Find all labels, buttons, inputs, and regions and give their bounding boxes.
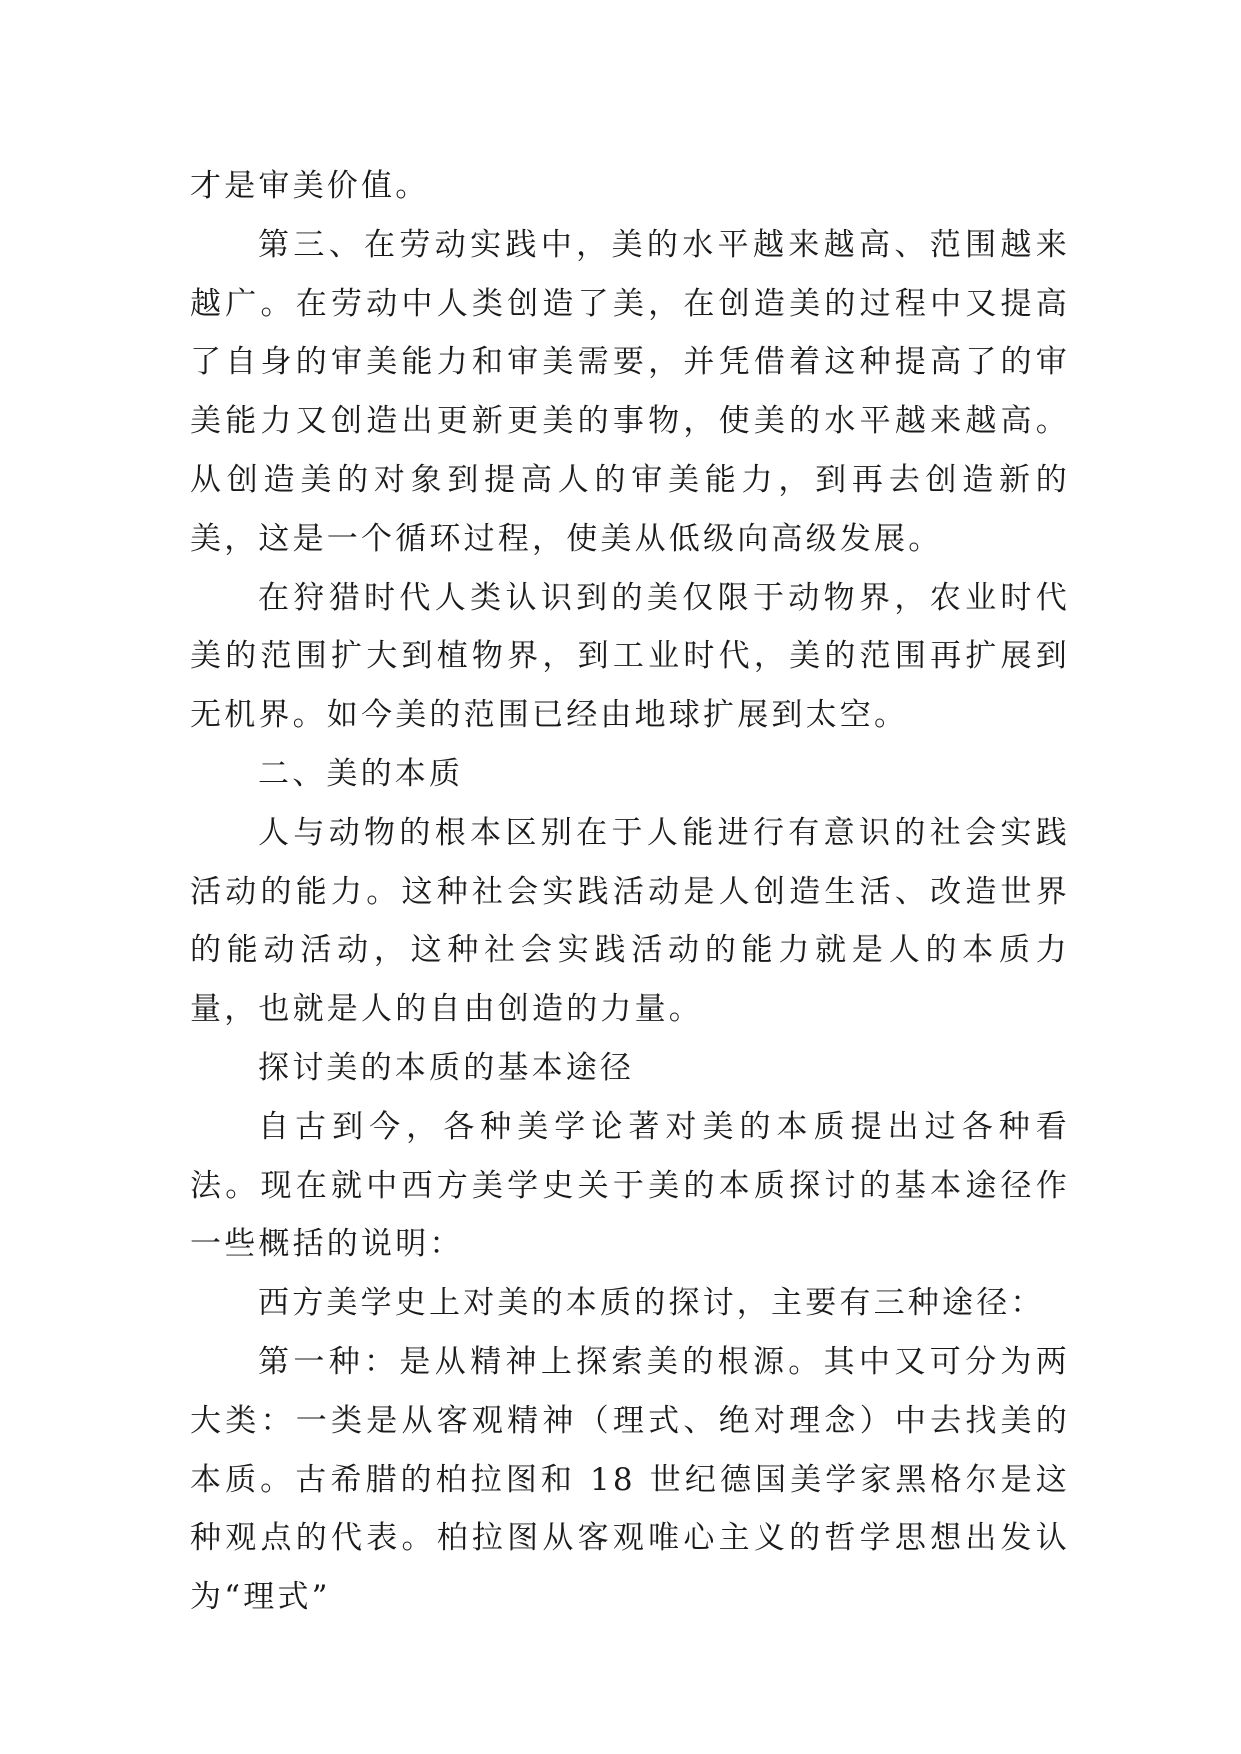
subheading-basic-approaches: 探讨美的本质的基本途径: [258, 1049, 635, 1086]
paragraph-3: 在狩猎时代人类认识到的美仅限于动物界，农业时代美的范围扩大到植物界，到工业时代，美的范围再扩展到无机界。如今美的范围已经由地球扩展到太空。: [190, 579, 1070, 734]
paragraph-9: 第一种：是从精神上探索美的根源。其中又可分为两大类：一类是从客观精神（理式、绝对理念）中去找美的本质。古希腊的柏拉图和 18 世纪德国美学家黑格尔是这种观点的代表。柏拉图从客观唯心主义的哲学思想出发认为“理式”: [190, 1343, 1070, 1616]
document-body: [190, 157, 1070, 1627]
paragraph-1: 才是审美价值。: [190, 168, 430, 204]
section-heading-essence-of-beauty: 二、美的本质: [258, 755, 464, 792]
paragraph-5: 人与动物的根本区别在于人能进行有意识的社会实践活动的能力。这种社会实践活动是人创造生活、改造世界的能动活动，这种社会实践活动的能力就是人的本质力量，也就是人的自由创造的力量。: [190, 814, 1070, 1028]
paragraph-7: 自古到今，各种美学论著对美的本质提出过各种看法。现在就中西方美学史关于美的本质探讨的基本途径作一些概括的说明：: [190, 1108, 1070, 1263]
paragraph-2: 第三、在劳动实践中，美的水平越来越高、范围越来越广。在劳动中人类创造了美，在创造美的过程中又提高了自身的审美能力和审美需要，并凭借着这种提高了的审美能力又创造出更新更美的事物，使美的水平越来越高。从创造美的对象到提高人的审美能力，到再去创造新的美，这是一个循环过程，使美从低级向高级发展。: [190, 226, 1070, 557]
paragraph-8: 西方美学史上对美的本质的探讨，主要有三种途径：: [258, 1285, 1045, 1322]
